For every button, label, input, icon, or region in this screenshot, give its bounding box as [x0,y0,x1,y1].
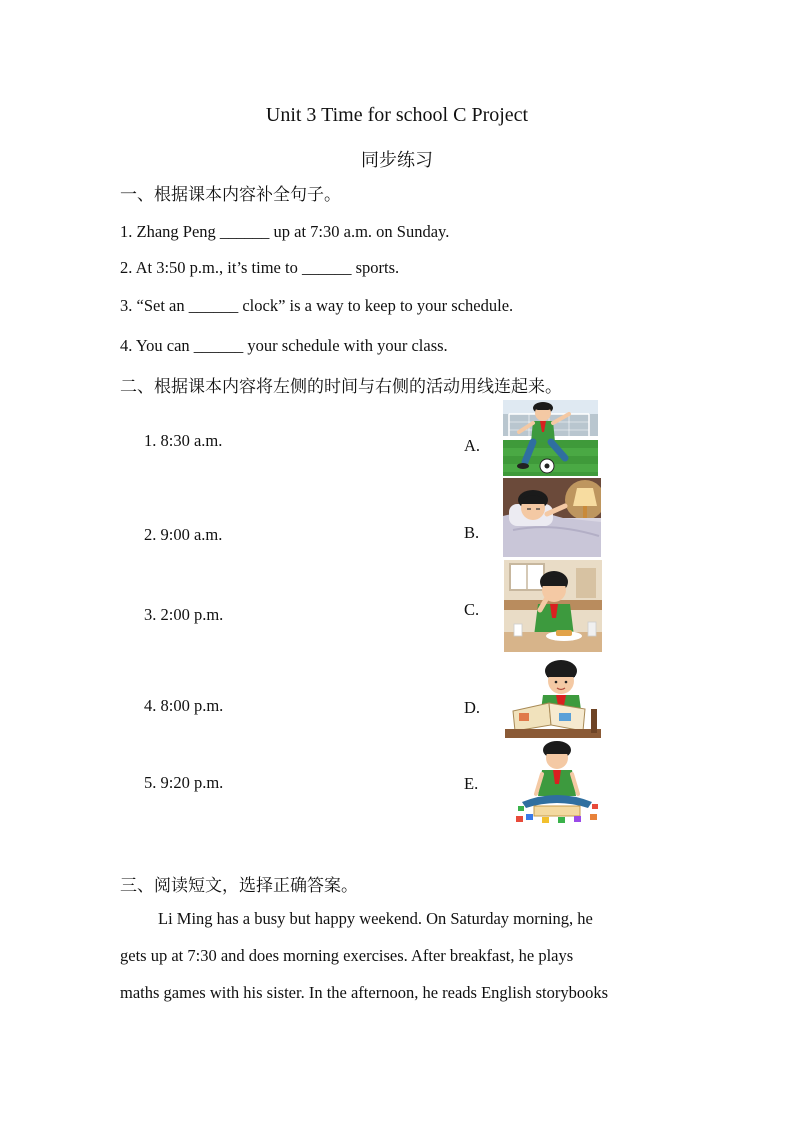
part2-heading: 二、根据课本内容将左侧的时间与右侧的活动用线连起来。 [120,377,562,397]
question-3: 3. “Set an ______ clock” is a way to keep to your schedule. [120,296,514,315]
time-item-3: 3. 2:00 p.m. [144,605,224,624]
part1-heading: 一、根据课本内容补全句子。 [120,185,341,205]
option-label-e: E. [464,774,479,793]
boy-playing-puzzle-picture [512,740,603,826]
question-1: 1. Zhang Peng ______ up at 7:30 a.m. on Sunday. [120,222,450,241]
boy-playing-football-picture [503,400,598,476]
page-title: Unit 3 Time for school C Project [265,104,529,126]
boy-eating-breakfast-picture [504,560,602,652]
option-label-c: C. [464,600,480,619]
time-item-5: 5. 9:20 p.m. [144,773,224,792]
passage-line-3: maths games with his sister. In the afternoon, he reads English storybooks [120,983,609,1002]
option-label-d: D. [464,698,481,717]
passage-line-2: gets up at 7:30 and does morning exercises. After breakfast, he plays [120,946,574,965]
page-subtitle: 同步练习 [361,150,433,171]
question-2: 2. At 3:50 p.m., it’s time to ______ sports. [120,258,400,277]
time-item-2: 2. 9:00 a.m. [144,525,223,544]
passage-line-1: Li Ming has a busy but happy weekend. On Saturday morning, he [158,909,593,928]
option-label-a: A. [464,436,481,455]
option-label-b: B. [464,523,480,542]
boy-sleeping-picture [503,478,601,557]
question-4: 4. You can ______ your schedule with your class. [120,336,448,355]
part3-heading: 三、阅读短文，选择正确答案。 [120,876,358,896]
boy-reading-book-picture [505,659,601,738]
time-item-4: 4. 8:00 p.m. [144,696,224,715]
time-item-1: 1. 8:30 a.m. [144,431,223,450]
